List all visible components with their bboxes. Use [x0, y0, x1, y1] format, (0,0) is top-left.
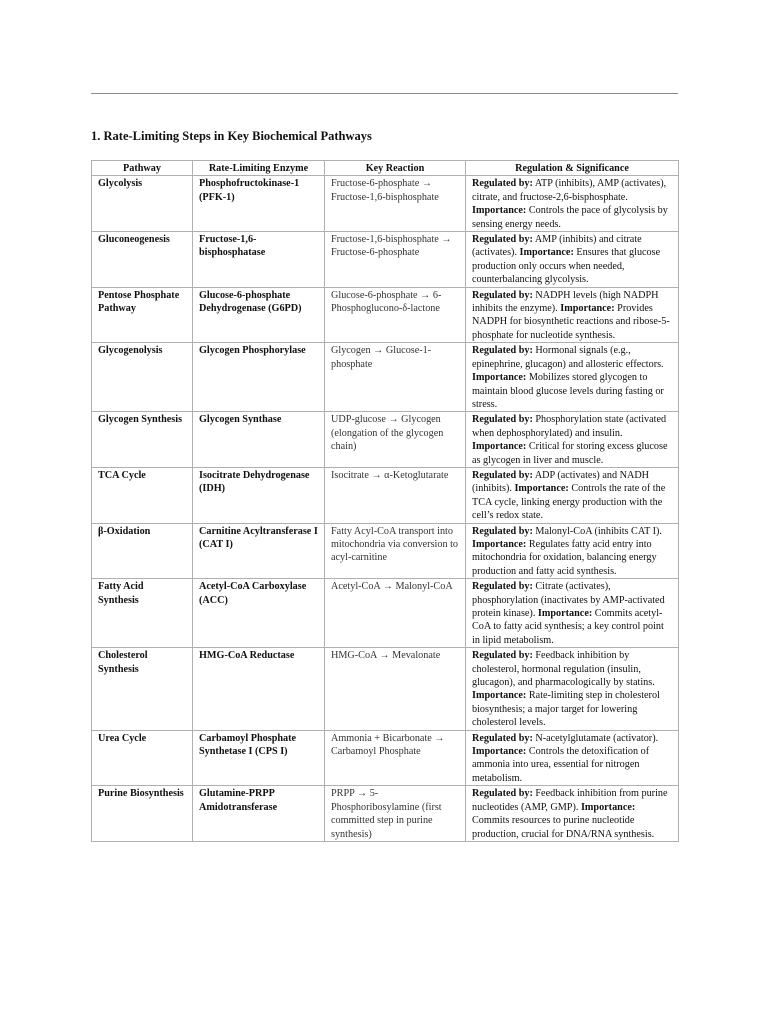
- regulated-by-text: ADP (activates) and NADH (inhibits).: [472, 469, 650, 495]
- reaction-cell: HMG-CoA → Mevalonate: [325, 648, 466, 730]
- importance-text: Commits resources to purine nucleotide production, crucial for DNA/RNA synthesis.: [472, 815, 655, 840]
- pathway-cell: Fatty Acid Synthesis: [92, 579, 193, 648]
- table-row: [92, 467, 679, 523]
- reaction-cell: Glucose-6-phosphate → 6-Phosphoglucono-δ-lactone: [325, 287, 466, 343]
- importance-label: Importance:: [472, 538, 527, 550]
- importance-text: Critical for storing excess glucose as glycogen in liver and muscle.: [472, 441, 668, 466]
- regulation-cell: [466, 287, 679, 343]
- reaction-cell: Fructose-1,6-bisphosphate → Fructose-6-phosphate: [325, 232, 466, 288]
- pathway-cell: Urea Cycle: [92, 730, 193, 786]
- regulated-by-label: Regulated by:: [472, 525, 533, 537]
- importance-text: Commits acetyl-CoA to fatty acid synthesis; a key control point in lipid metabolism.: [472, 608, 664, 646]
- section-heading: 1. Rate-Limiting Steps in Key Biochemical Pathways: [91, 129, 372, 143]
- header-pathway: Pathway: [92, 161, 193, 176]
- regulated-by-text: Feedback inhibition by cholesterol, hormonal regulation (insulin, glucagon), and pharmacologically by statins.: [472, 650, 655, 689]
- pathway-cell: Pentose Phosphate Pathway: [92, 287, 193, 343]
- regulated-by-text: N-acetylglutamate (activator).: [532, 732, 659, 744]
- regulation-cell: [466, 579, 679, 648]
- table-body: [92, 176, 679, 842]
- regulation-cell: [466, 730, 679, 786]
- header-regulation: Regulation & Significance: [466, 161, 679, 176]
- regulated-by-text: ATP (inhibits), AMP (activates), citrate, and fructose-2,6-bisphosphate.: [472, 178, 667, 203]
- regulated-by-label: Regulated by:: [472, 345, 533, 357]
- regulated-by-text: AMP (inhibits) and citrate (activates).: [472, 234, 642, 259]
- regulated-by-label: Regulated by:: [472, 788, 533, 800]
- regulated-by-label: Regulated by:: [472, 581, 533, 593]
- table-row: [92, 730, 679, 786]
- importance-text: Regulates fatty acid entry into mitochondria for oxidation, balancing energy production and fatty acid synthesis.: [472, 538, 657, 577]
- reaction-cell: UDP-glucose → Glycogen (elongation of the glycogen chain): [325, 412, 466, 468]
- enzyme-cell: Carnitine Acyltransferase I (CAT I): [193, 523, 325, 579]
- regulation-cell: [466, 232, 679, 288]
- table-row: [92, 343, 679, 412]
- regulation-cell: [466, 648, 679, 730]
- enzyme-cell: Carbamoyl Phosphate Synthetase I (CPS I): [193, 730, 325, 786]
- enzyme-cell: Fructose-1,6-bisphosphatase: [193, 232, 325, 288]
- reaction-cell: Glycogen → Glucose-1-phosphate: [325, 343, 466, 412]
- pathway-cell: TCA Cycle: [92, 467, 193, 523]
- pathway-cell: β-Oxidation: [92, 523, 193, 579]
- regulated-by-label: Regulated by:: [472, 178, 533, 190]
- importance-text: Controls the pace of glycolysis by sensing energy needs.: [472, 205, 668, 230]
- importance-text: Mobilizes stored glycogen to maintain blood glucose levels during fasting or stress.: [472, 372, 664, 410]
- regulated-by-text: Malonyl-CoA (inhibits CAT I).: [532, 525, 662, 537]
- enzyme-cell: Glycogen Synthase: [193, 412, 325, 468]
- table-row: [92, 287, 679, 343]
- header-enzyme: Rate-Limiting Enzyme: [193, 161, 325, 176]
- header-reaction: Key Reaction: [325, 161, 466, 176]
- enzyme-cell: Acetyl-CoA Carboxylase (ACC): [193, 579, 325, 648]
- table-row: [92, 176, 679, 232]
- table-row: [92, 579, 679, 648]
- table-row: [92, 648, 679, 730]
- importance-text: Controls the rate of the TCA cycle, linking energy production with the cell’s redox state.: [472, 483, 666, 522]
- pathway-cell: Glycogenolysis: [92, 343, 193, 412]
- regulated-by-label: Regulated by:: [472, 650, 533, 662]
- importance-label: Importance:: [472, 746, 527, 758]
- regulated-by-text: Hormonal signals (e.g., epinephrine, glucagon) and allosteric effectors.: [472, 345, 664, 370]
- regulated-by-label: Regulated by:: [472, 234, 533, 246]
- regulated-by-text: Feedback inhibition from purine nucleotides (AMP, GMP).: [472, 788, 668, 813]
- reaction-cell: Fatty Acyl-CoA transport into mitochondria via conversion to acyl-carnitine: [325, 523, 466, 579]
- regulated-by-label: Regulated by:: [472, 469, 533, 481]
- reaction-cell: PRPP → 5-Phosphoribosylamine (first committed step in purine synthesis): [325, 786, 466, 842]
- reaction-cell: Ammonia + Bicarbonate → Carbamoyl Phosphate: [325, 730, 466, 786]
- importance-text: Rate-limiting step in cholesterol biosynthesis; a major target for lowering cholesterol levels.: [472, 690, 660, 729]
- regulation-cell: [466, 786, 679, 842]
- importance-label: Importance:: [472, 205, 527, 217]
- regulation-cell: [466, 523, 679, 579]
- regulation-cell: [466, 467, 679, 523]
- enzyme-cell: Glutamine-PRPP Amidotransferase: [193, 786, 325, 842]
- importance-label: Importance:: [514, 483, 569, 495]
- pathway-cell: Gluconeogenesis: [92, 232, 193, 288]
- importance-label: Importance:: [580, 801, 636, 813]
- importance-label: Importance:: [537, 608, 593, 619]
- pathway-cell: Glycogen Synthesis: [92, 412, 193, 468]
- reaction-cell: Fructose-6-phosphate → Fructose-1,6-bisphosphate: [325, 176, 466, 232]
- pathway-cell: Purine Biosynthesis: [92, 786, 193, 842]
- table-row: [92, 232, 679, 288]
- regulated-by-text: NADPH levels (high NADPH inhibits the enzyme).: [472, 289, 659, 315]
- importance-text: Provides NADPH for biosynthetic reactions and ribose-5-phosphate for nucleotide synthesis.: [472, 303, 670, 341]
- enzyme-cell: HMG-CoA Reductase: [193, 648, 325, 730]
- importance-text: Controls the detoxification of ammonia into urea, essential for nitrogen metabolism.: [472, 746, 650, 784]
- table-row: [92, 412, 679, 468]
- regulated-by-label: Regulated by:: [472, 289, 533, 301]
- regulation-cell: [466, 412, 679, 468]
- pathway-cell: Glycolysis: [92, 176, 193, 232]
- table-row: [92, 786, 679, 842]
- regulated-by-label: Regulated by:: [472, 732, 533, 744]
- importance-label: Importance:: [472, 441, 527, 453]
- rate-limiting-steps-table: [91, 160, 679, 842]
- enzyme-cell: Phosphofructokinase-1 (PFK-1): [193, 176, 325, 232]
- regulated-by-text: Citrate (activates), phosphorylation (inactivates by AMP-activated protein kinase).: [472, 581, 665, 619]
- enzyme-cell: Glycogen Phosphorylase: [193, 343, 325, 412]
- importance-label: Importance:: [472, 372, 527, 384]
- enzyme-cell: Isocitrate Dehydrogenase (IDH): [193, 467, 325, 523]
- reaction-cell: Acetyl-CoA → Malonyl-CoA: [325, 579, 466, 648]
- regulated-by-label: Regulated by:: [472, 414, 533, 426]
- regulated-by-text: Phosphorylation state (activated when dephosphorylated) and insulin.: [472, 414, 667, 439]
- pathway-cell: Cholesterol Synthesis: [92, 648, 193, 730]
- regulation-cell: [466, 343, 679, 412]
- reaction-cell: Isocitrate → α-Ketoglutarate: [325, 467, 466, 523]
- importance-label: Importance:: [519, 247, 574, 259]
- importance-text: Ensures that glucose production only occurs when needed, counterbalancing glycolysis.: [472, 247, 661, 286]
- table-header-row: [92, 161, 679, 176]
- enzyme-cell: Glucose-6-phosphate Dehydrogenase (G6PD): [193, 287, 325, 343]
- importance-label: Importance:: [560, 303, 615, 315]
- regulation-cell: [466, 176, 679, 232]
- table-row: [92, 523, 679, 579]
- header-divider: [91, 93, 678, 94]
- importance-label: Importance:: [472, 690, 527, 702]
